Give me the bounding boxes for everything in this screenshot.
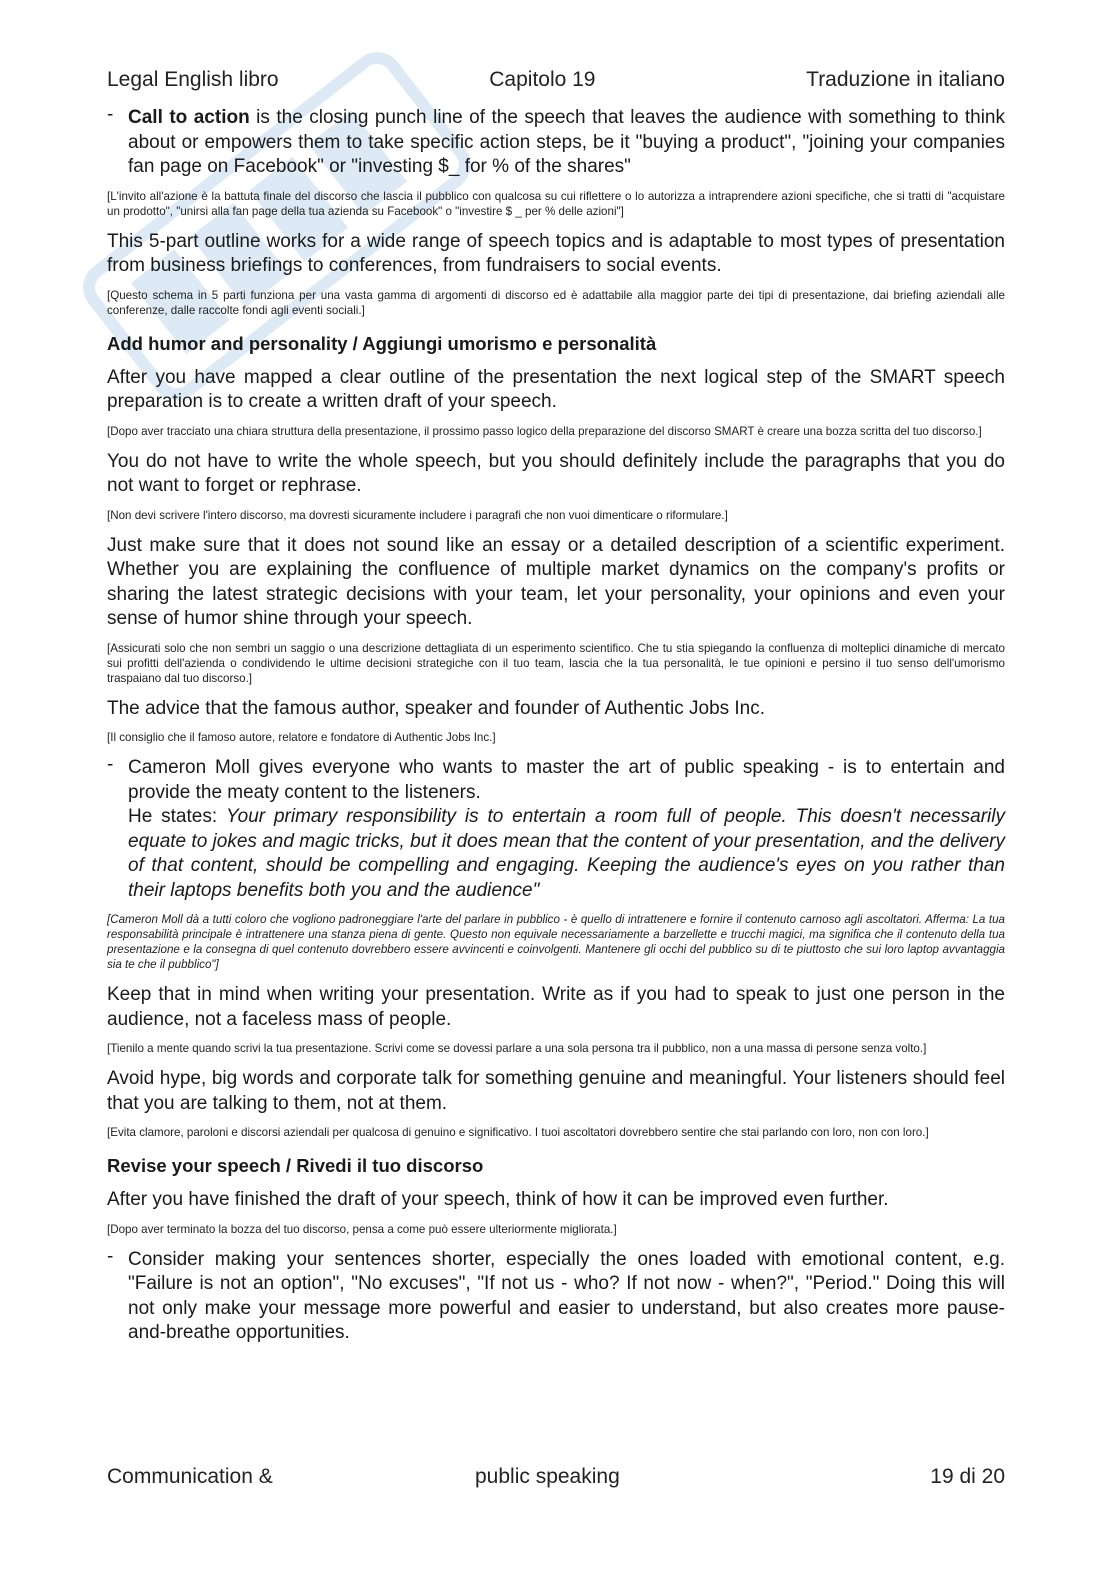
bullet-dash: -: [107, 104, 114, 125]
bullet-dash: -: [107, 1245, 114, 1267]
paragraph-it: [Questo schema in 5 parti funziona per una vasta gamma di argomenti di discorso ed è adattabile alla maggior parte dei tipi di presentazione, dai briefing aziendali alle conferenze, dalle raccolte fondi agli eventi sociali.]: [107, 288, 1005, 317]
paragraph-en: This 5-part outline works for a wide range of speech topics and is adaptable to most types of presentation from business briefings to conferences, from fundraisers to social events.: [107, 230, 1005, 276]
paragraph-it: [L'invito all'azione è la battuta finale del discorso che lascia il pubblico con qualcosa su cui riflettere o lo autorizza a intraprendere azioni specifiche, che si tratti di "acquistare un prodotto", "unirsi alla fan page della tua azienda su Facebook" o "investire $ _ per % delle azioni"]: [107, 189, 1005, 218]
paragraph-it: [Tienilo a mente quando scrivi la tua presentazione. Scrivi come se dovessi parlare a una sola persona tra il pubblico, non a una massa di persone senza volto.]: [107, 1042, 927, 1055]
bullet-shorter-sentences: [107, 1245, 1005, 1346]
term-call-to-action: Call to action: [128, 107, 250, 128]
paragraph-en: Avoid hype, big words and corporate talk for something genuine and meaningful. Your listeners should feel that you are talking to them, not at them.: [107, 1068, 1005, 1114]
section-heading: Add humor and personality / Aggiungi umorismo e personalità: [107, 332, 657, 354]
footer-course-subtitle: public speaking: [475, 1465, 620, 1488]
bullet-dash: -: [107, 754, 114, 775]
paragraph-en: Cameron Moll gives everyone who wants to master the art of public speaking - is to entertain and provide the meaty content to the listeners.: [128, 757, 1005, 803]
paragraph-it: [Assicurati solo che non sembri un saggio o una descrizione dettagliata di un esperimento scientifico. Che tu stia spiegando la confluenza di molteplici dinamiche di mercato sui profitti dell'azienda o condividendo le ultime decisioni strategiche con il tuo team, lascia che la tua personalità, le tue opinioni e persino il tuo senso dell'umorismo traspaiano dal tuo discorso.]: [107, 641, 1005, 685]
quote-paragraph: [128, 805, 1005, 903]
paragraph-en: You do not have to write the whole speech, but you should definitely include the paragraphs that you do not want to forget or rephrase.: [107, 450, 1005, 496]
paragraph-it: [Il consiglio che il famoso autore, relatore e fondatore di Authentic Jobs Inc.]: [107, 731, 496, 744]
footer-course-title: Communication &: [107, 1465, 273, 1488]
paragraph-it: [Evita clamore, paroloni e discorsi aziendali per qualcosa di genuino e significativo. I tuoi ascoltatori dovrebbero sentire che stai parlando con loro, non con loro.]: [107, 1126, 929, 1139]
quote-text: Your primary responsibility is to entertain a room full of people. This doesn't necessarily equate to jokes and magic tricks, but it does mean that the content of your presentation, and the delivery of that content, should be compelling and engaging. Keeping the audience's eyes on you rather than their laptops benefits both you and the audience": [128, 806, 1005, 901]
paragraph-en: After you have finished the draft of your speech, think of how it can be improved even further.: [107, 1189, 889, 1210]
section-heading: Revise your speech / Rivedi il tuo discorso: [107, 1155, 484, 1176]
header-chapter: Capitolo 19: [489, 68, 596, 91]
paragraph-en: Consider making your sentences shorter, especially the ones loaded with emotional content, e.g. "Failure is not an option", "No excuses", "If not us - who? If not now - when?", "Period." Doing this will not only make your message more powerful and easier to understand, but also creates more pause-and-breathe opportunities.: [128, 1248, 1005, 1343]
bullet-cameron-moll: [107, 756, 1005, 903]
paragraph-en: Keep that in mind when writing your presentation. Write as if you had to speak to just one person in the audience, not a faceless mass of people.: [107, 984, 1005, 1030]
paragraph-it: [Cameron Moll dà a tutti coloro che vogliono padroneggiare l'arte del parlare in pubblico - è quello di intrattenere e fornire il contenuto carnoso agli ascoltatori. Afferma: La tua responsabilità principale è intrattenere una stanza piena di gente. Questo non equivale necessariamente a barzellette e trucchi magici, ma significa che il contenuto della tua presentazione e la consegna di quel contenuto dovrebbero essere avvincenti e coinvolgenti. Mantenere gli occhi del pubblico su di te piuttosto che sui loro laptop avvantaggia sia te che il pubblico"]: [107, 913, 1005, 971]
page-footer: [107, 1465, 1005, 1489]
paragraph-en: Just make sure that it does not sound like an essay or a detailed description of a scientific experiment. Whether you are explaining the confluence of multiple market dynamics on the company's profits or sharing the latest strategic decisions with your team, let your personality, your opinions and even your sense of humor shine through your speech.: [107, 534, 1005, 629]
bullet-call-to-action: [107, 106, 1005, 180]
paragraph-it: [Non devi scrivere l'intero discorso, ma dovresti sicuramente includere i paragrafi che non vuoi dimenticare o riformulare.]: [107, 508, 728, 522]
quote-intro: He states:: [128, 806, 226, 827]
page-header: [107, 68, 1005, 92]
paragraph-it: [Dopo aver tracciato una chiara struttura della presentazione, il prossimo passo logico della preparazione del discorso SMART è creare una bozza scritta del tuo discorso.]: [107, 424, 982, 438]
paragraph-en: The advice that the famous author, speaker and founder of Authentic Jobs Inc.: [107, 697, 766, 719]
paragraph-en: [128, 106, 1005, 180]
footer-page-number: 19 di 20: [930, 1465, 1005, 1488]
header-book-title: Legal English libro: [107, 68, 279, 91]
header-translation-label: Traduzione in italiano: [806, 68, 1005, 91]
paragraph-en: After you have mapped a clear outline of the presentation the next logical step of the SMART speech preparation is to create a written draft of your speech.: [107, 366, 1005, 412]
paragraph-it: [Dopo aver terminato la bozza del tuo discorso, pensa a come può essere ulteriormente migliorata.]: [107, 1222, 617, 1236]
paragraph-en-text: is the closing punch line of the speech that leaves the audience with something to think about or empowers them to take specific action steps, be it "buying a product", "joining your companies fan page on Facebook" or "investing $_ for % of the shares": [128, 107, 1005, 177]
page-content: [107, 106, 1005, 1346]
